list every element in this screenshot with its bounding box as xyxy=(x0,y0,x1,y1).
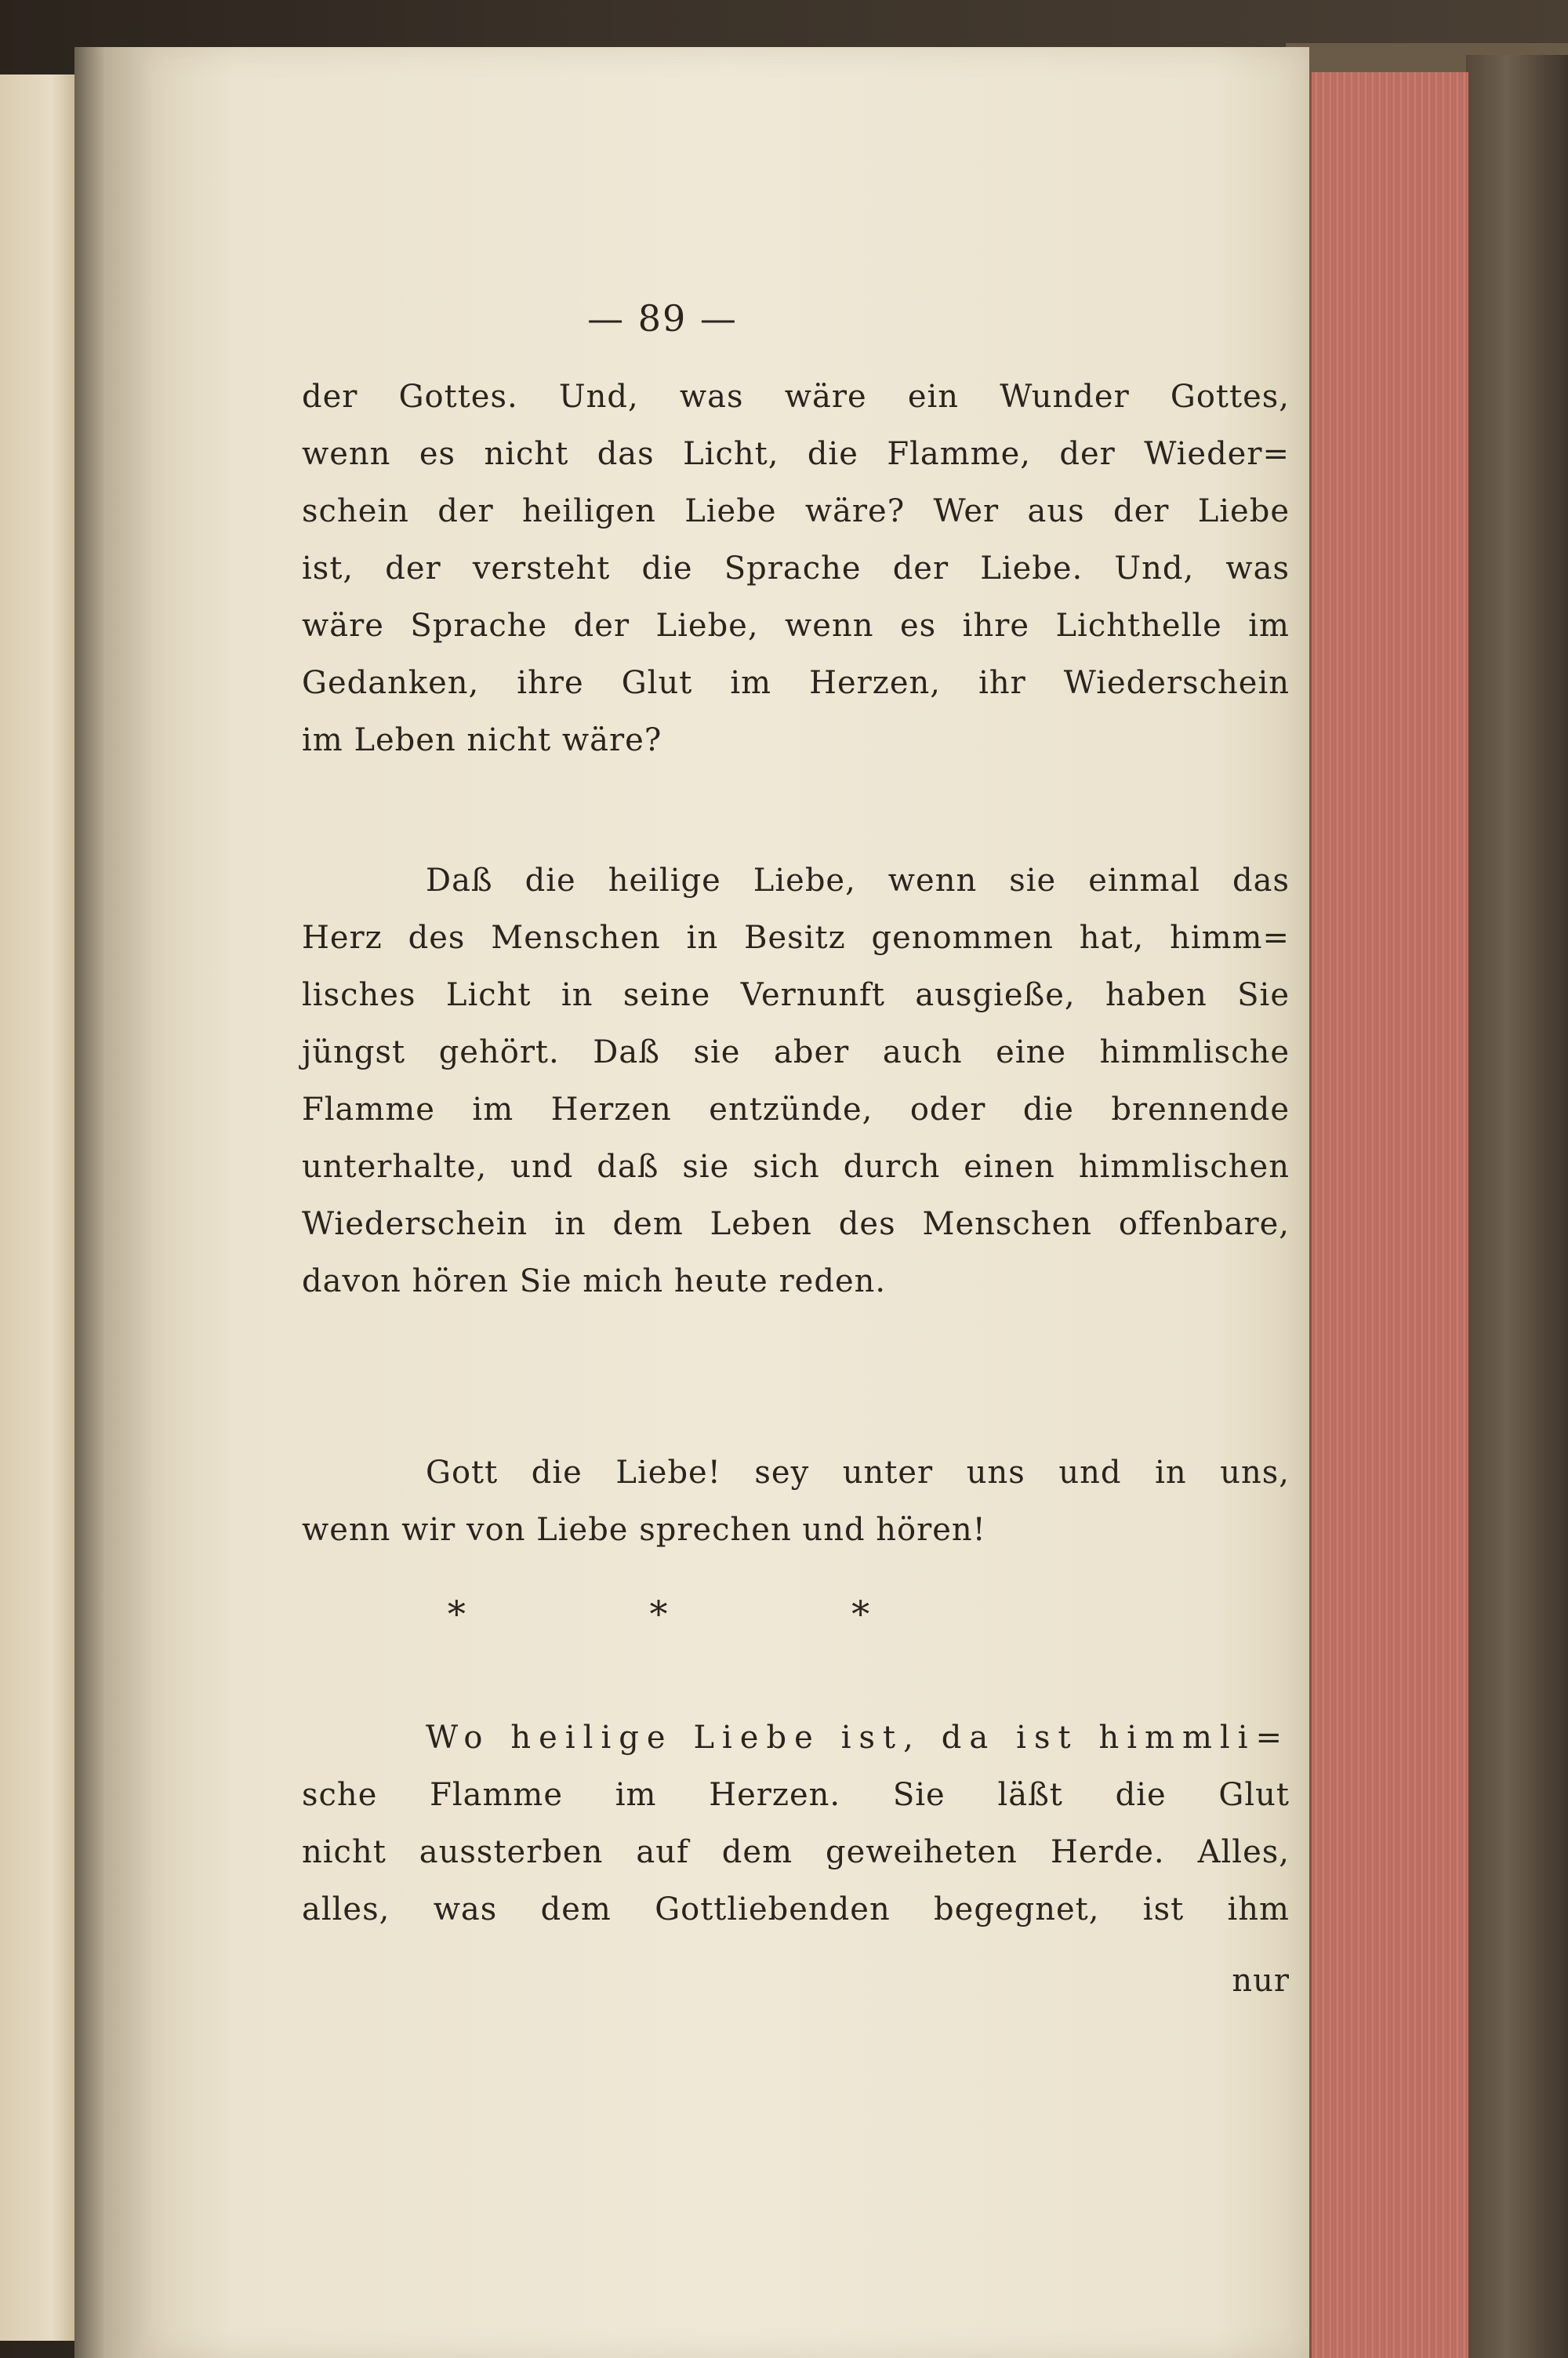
section-asterisks: * * * xyxy=(447,1593,956,1635)
text-line: Herz des Menschen in Besitz genommen hat, himm= xyxy=(302,920,1290,956)
text-line: Gedanken, ihre Glut im Herzen, ihr Wiederschein xyxy=(302,665,1290,701)
page-number: — 89 — xyxy=(587,297,738,340)
book-cover-edge xyxy=(1466,55,1568,2358)
text-line: davon hören Sie mich heute reden. xyxy=(302,1263,887,1299)
text-line: unterhalte, und daß sie sich durch einen himmlischen xyxy=(302,1149,1290,1185)
text-line: sche Flamme im Herzen. Sie läßt die Glut xyxy=(302,1777,1290,1813)
catchword: nur xyxy=(1232,1963,1290,1999)
text-line: wenn wir von Liebe sprechen und hören! xyxy=(302,1512,986,1548)
paragraph-3 xyxy=(302,1444,1290,1559)
text-line: Wiederschein in dem Leben des Menschen offenbare, xyxy=(302,1206,1290,1242)
text-line: lisches Licht in seine Vernunft ausgieße, haben Sie xyxy=(302,977,1290,1013)
text-line: im Leben nicht wäre? xyxy=(302,722,662,758)
text-line: Gott die Liebe! sey unter uns und in uns, xyxy=(426,1455,1290,1491)
text-line: nicht aussterben auf dem geweiheten Herde. Alles, xyxy=(302,1834,1290,1870)
facing-page-edge xyxy=(0,74,78,2341)
text-line: Daß die heilige Liebe, wenn sie einmal das xyxy=(426,863,1290,899)
text-line: Wo heilige Liebe ist, da ist himmli= xyxy=(426,1720,1290,1756)
text-line: wäre Sprache der Liebe, wenn es ihre Lichthelle im xyxy=(302,608,1290,644)
book-page xyxy=(141,47,1309,2358)
text-line: alles, was dem Gottliebenden begegnet, ist ihm xyxy=(302,1891,1290,1927)
text-line: ist, der versteht die Sprache der Liebe. Und, was xyxy=(302,550,1290,587)
text-line: wenn es nicht das Licht, die Flamme, der Wieder= xyxy=(302,436,1290,472)
paragraph-4 xyxy=(302,1709,1290,1938)
text-line: Flamme im Herzen entzünde, oder die brennende xyxy=(302,1092,1290,1128)
paragraph-1 xyxy=(302,369,1290,769)
text-line: schein der heiligen Liebe wäre? Wer aus der Liebe xyxy=(302,493,1290,529)
text-line: der Gottes. Und, was wäre ein Wunder Gottes, xyxy=(302,379,1290,415)
red-page-edges xyxy=(1309,72,1468,2358)
text-line: jüngst gehört. Daß sie aber auch eine himmlische xyxy=(302,1034,1290,1070)
paragraph-2 xyxy=(302,852,1290,1310)
